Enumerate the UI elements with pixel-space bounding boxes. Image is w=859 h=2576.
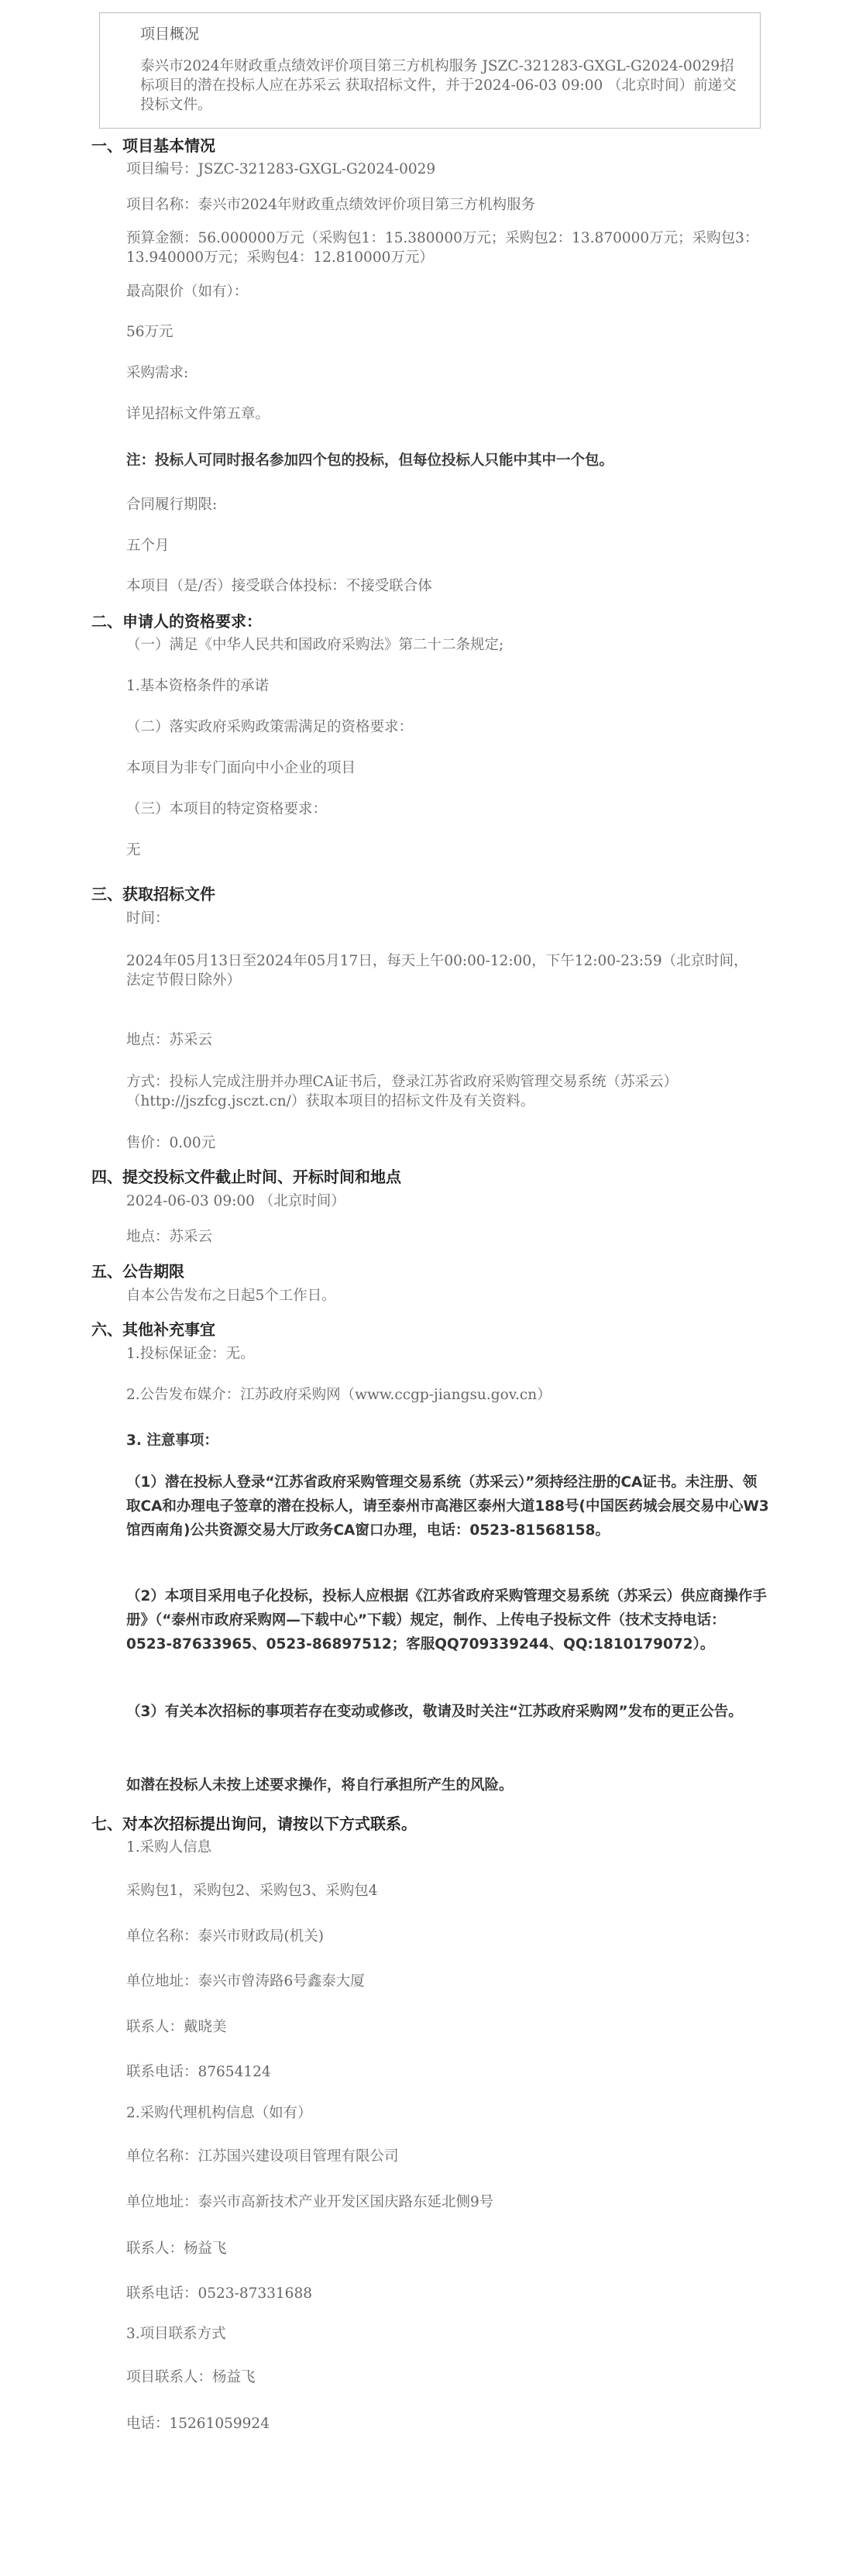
agency-name: 单位名称：江苏国兴建设项目管理有限公司 — [126, 2148, 399, 2165]
purchaser-phone: 联系电话：87654124 — [126, 2064, 271, 2080]
purchaser-address: 单位地址：泰兴市曾涛路6号鑫泰大厦 — [126, 1973, 365, 1990]
max-price-value: 56万元 — [126, 324, 174, 340]
contract-period-label: 合同履行期限: — [126, 497, 218, 513]
requirement-value: 详见招标文件第五章。 — [126, 406, 270, 422]
section-4-heading: 四、提交投标文件截止时间、开标时间和地点 — [91, 1168, 401, 1186]
agency-address: 单位地址：泰兴市高新技术产业开发区国庆路东延北侧9号 — [126, 2194, 494, 2210]
obtain-method: 方式：投标人完成注册并办理CA证书后，登录江苏省政府采购管理交易系统（苏采云）（http://jszfcg.jsczt.cn/）获取本项目的招标文件及有关资料。 — [126, 1074, 679, 1109]
package-note: 注：投标人可同时报名参加四个包的投标，但每位投标人只能中其中一个包。 — [126, 452, 614, 469]
purchaser-packages: 采购包1，采购包2、采购包3、采购包4 — [126, 1883, 378, 1899]
section-2-heading: 二、申请人的资格要求： — [91, 612, 262, 631]
budget-amount: 预算金额：56.000000万元（采购包1：15.380000万元；采购包2：13.870000万元；采购包3：13.940000万元；采购包4：12.810000万元） — [126, 230, 759, 266]
obtain-place: 地点：苏采云 — [126, 1032, 213, 1048]
project-overview-box — [99, 12, 761, 129]
project-contact: 项目联系人：杨益飞 — [126, 2369, 256, 2385]
deadline-place: 地点：苏采云 — [126, 1229, 213, 1245]
notice-risk: 如潜在投标人未按上述要求操作，将自行承担所产生的风险。 — [126, 1777, 514, 1794]
section-7-heading: 七、对本次招标提出询问，请按以下方式联系。 — [91, 1814, 417, 1833]
section-6-heading: 六、其他补充事宜 — [91, 1320, 215, 1339]
project-contact-phone: 电话：15261059924 — [126, 2416, 270, 2432]
consortium-statement: 本项目（是/否）接受联合体投标：不接受联合体 — [126, 578, 432, 594]
requirement-label: 采购需求: — [126, 365, 189, 381]
project-contact-title: 3.项目联系方式 — [126, 2326, 226, 2342]
notice-title: 3. 注意事项： — [126, 1432, 218, 1449]
overview-title: 项目概况 — [140, 26, 200, 43]
purchaser-contact: 联系人：戴晓美 — [126, 2019, 227, 2035]
document-price: 售价：0.00元 — [126, 1135, 216, 1151]
publication-media: 2.公告发布媒介：江苏政府采购网（www.ccgp-jiangsu.gov.cn） — [126, 1387, 551, 1403]
project-number: 项目编号：JSZC-321283-GXGL-G2024-0029 — [126, 161, 436, 177]
overview-body: 泰兴市2024年财政重点绩效评价项目第三方机构服务 JSZC-321283-GXGL-G2024-0029招标项目的潜在投标人应在苏采云 获取招标文件，并于2024-06-03 09:00 （北京时间）前递交投标文件。 — [140, 58, 737, 113]
section-1-heading: 一、项目基本情况 — [91, 136, 215, 155]
deadline-time: 2024-06-03 09:00 （北京时间） — [126, 1193, 345, 1209]
purchaser-title: 1.采购人信息 — [126, 1839, 212, 1855]
section-5-heading: 五、公告期限 — [91, 1262, 184, 1281]
agency-phone: 联系电话：0523-87331688 — [126, 2285, 312, 2302]
qualification-1: （一）满足《中华人民共和国政府采购法》第二十二条规定; — [126, 637, 504, 653]
bid-deposit: 1.投标保证金：无。 — [126, 1346, 255, 1362]
project-name: 项目名称：泰兴市2024年财政重点绩效评价项目第三方机构服务 — [126, 197, 536, 213]
qualification-2-item: 本项目为非专门面向中小企业的项目 — [126, 760, 356, 776]
agency-title: 2.采购代理机构信息（如有） — [126, 2105, 312, 2121]
qualification-2: （二）落实政府采购政策需满足的资格要求： — [126, 719, 414, 735]
notice-item-2: （2）本项目采用电子化投标，投标人应根据《江苏省政府采购管理交易系统（苏采云）供应商操作手册》（“泰州市政府采购网—下载中心”下载）规定，制作、上传电子投标文件（技术支持电话：0523-87633965、0523-86897512；客服QQ709339244、QQ:1810179072）。 — [126, 1588, 767, 1653]
max-price-label: 最高限价（如有）： — [126, 284, 249, 300]
obtain-time-value: 2024年05月13日至2024年05月17日，每天上午00:00-12:00，下午12:00-23:59（北京时间，法定节假日除外） — [126, 953, 748, 989]
notice-item-1: （1）潜在投标人登录“江苏省政府采购管理交易系统（苏采云）”须持经注册的CA证书。未注册、领取CA和办理电子签章的潜在投标人，请至泰州市高港区泰州大道188号(中国医药城会展交易中心W3馆西南角)公共资源交易大厅政务CA窗口办理，电话：0523-81568158。 — [126, 1474, 769, 1539]
qualification-3-item: 无 — [126, 842, 141, 858]
announcement-period: 自本公告发布之日起5个工作日。 — [126, 1288, 336, 1304]
obtain-time-label: 时间： — [126, 910, 170, 927]
qualification-3: （三）本项目的特定资格要求： — [126, 801, 328, 817]
section-3-heading: 三、获取招标文件 — [91, 885, 215, 903]
agency-contact: 联系人：杨益飞 — [126, 2241, 227, 2257]
notice-item-3: （3）有关本次招标的事项若存在变动或修改，敬请及时关注“江苏政府采购网”发布的更正公告。 — [126, 1704, 743, 1720]
qualification-1-item: 1.基本资格条件的承诺 — [126, 678, 270, 694]
contract-period-value: 五个月 — [126, 538, 170, 554]
purchaser-name: 单位名称：泰兴市财政局(机关) — [126, 1928, 324, 1945]
